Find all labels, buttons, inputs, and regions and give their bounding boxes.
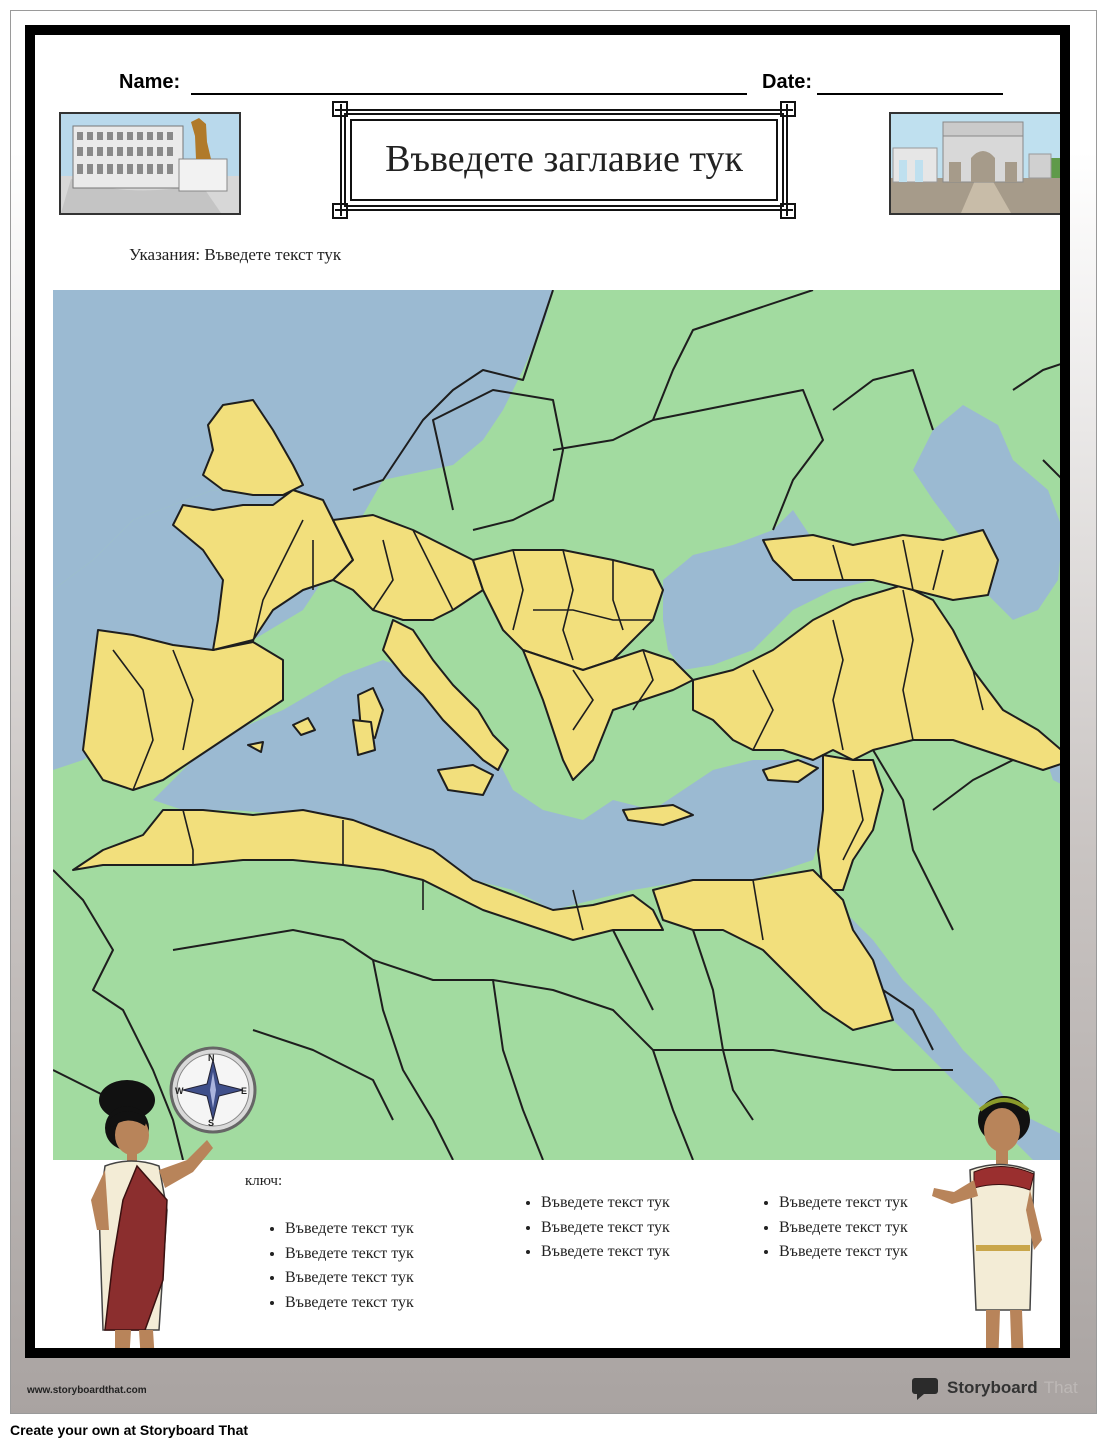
brand-light: That [1043,1378,1078,1397]
compass-n: N [208,1053,215,1063]
compass-w: W [175,1086,184,1096]
compass-s: S [208,1118,215,1128]
key-item[interactable]: • Въведете текст тук [285,1217,475,1242]
create-your-own-link[interactable]: Create your own at Storyboard That [10,1422,249,1438]
worksheet-sheet [10,10,1097,1414]
key-item[interactable]: • Въведете текст тук [541,1216,691,1241]
worksheet-page [35,35,1060,1348]
title-box[interactable] [331,100,797,220]
key-list-3 [755,1191,929,1265]
key-list-1 [261,1217,475,1315]
roman-man-character [930,1080,1060,1348]
colosseum-image [59,112,241,215]
compass-e: E [241,1086,248,1096]
key-item[interactable]: • Въведете текст тук [285,1291,475,1316]
name-field[interactable] [191,93,747,95]
key-item[interactable]: • Въведете текст тук [541,1240,691,1265]
key-item[interactable]: • Въведете текст тук [779,1240,929,1265]
storyboardthat-logo[interactable] [911,1375,1078,1401]
arch-image [889,112,1060,215]
key-item[interactable]: • Въведете текст тук [779,1191,929,1216]
worksheet-frame [25,25,1070,1358]
roman-woman-character [75,1080,215,1348]
website-text[interactable]: www.storyboardthat.com [27,1385,147,1396]
key-item[interactable]: • Въведете текст тук [285,1242,475,1267]
key-label: ключ: [245,1173,283,1189]
roman-empire-map [53,290,1060,1160]
key-item[interactable]: • Въведете текст тук [285,1266,475,1291]
key-list-2 [517,1191,691,1265]
instructions-text[interactable]: Указания: Въведете текст тук [129,245,342,264]
key-item[interactable]: • Въведете текст тук [779,1216,929,1241]
storyboard-logo-icon [911,1376,941,1400]
worksheet-title[interactable]: Въведете заглавие тук [385,138,743,180]
key-item[interactable]: • Въведете текст тук [541,1191,691,1216]
name-label: Name: [119,71,181,93]
brand-main: Storyboard [947,1378,1038,1397]
date-field[interactable] [817,93,1003,95]
date-label: Date: [762,71,813,93]
